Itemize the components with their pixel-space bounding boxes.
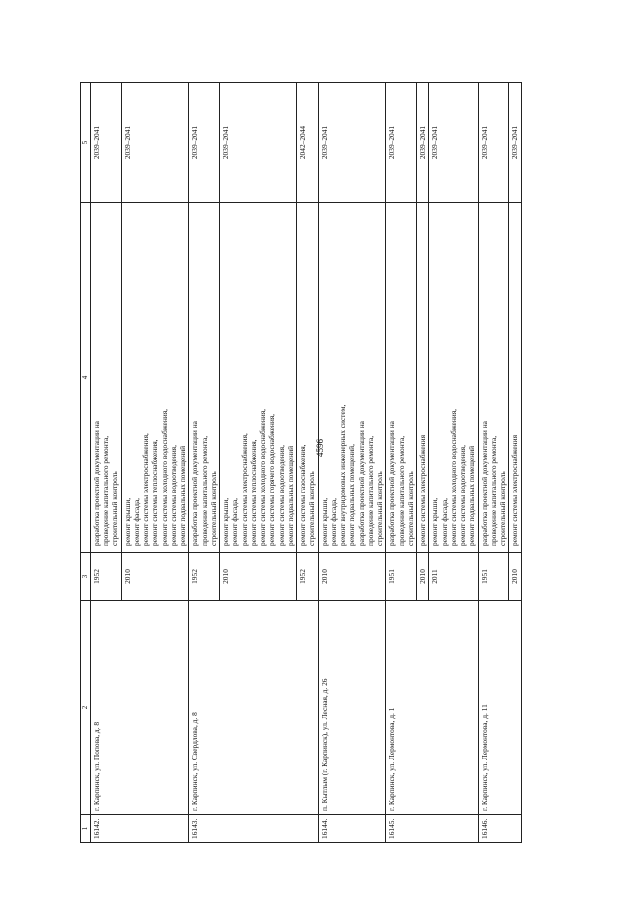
work-item: ремонт крыши, bbox=[122, 497, 132, 546]
address-cell: г. Карпинск, ул. Лермонтова, д. 11 bbox=[478, 601, 521, 815]
work-item: разработка проектной документации на bbox=[356, 421, 366, 546]
work-item: ремонт системы электроснабжения, bbox=[239, 433, 249, 546]
year-cell: 2010 bbox=[220, 553, 297, 601]
table-row bbox=[386, 83, 417, 843]
work-item: ремонт подвальных помещений bbox=[285, 445, 295, 546]
year-cell: 2010 bbox=[417, 553, 429, 601]
work-item: ремонт фасада, bbox=[328, 498, 338, 546]
work-item: ремонт фасада, bbox=[439, 498, 449, 546]
works-cell bbox=[478, 203, 509, 553]
year-cell: 1951 bbox=[478, 553, 509, 601]
work-item: ремонт системы холодного водоснабжения, bbox=[258, 409, 267, 546]
period-cell: 2042–2044 bbox=[297, 83, 319, 203]
work-item: ремонт крыши, bbox=[221, 497, 230, 546]
works-cell bbox=[220, 203, 297, 553]
row-number: 16143. bbox=[189, 815, 318, 843]
period-cell: 2039–2041 bbox=[509, 83, 521, 203]
work-item: ремонт внутридомовых инженерных систем, bbox=[338, 404, 347, 546]
table-row bbox=[478, 83, 509, 843]
column-header: 4 bbox=[81, 203, 91, 553]
year-cell: 2010 bbox=[121, 553, 189, 601]
work-item: ремонт системы электроснабжения, bbox=[141, 433, 150, 546]
table-body bbox=[90, 83, 521, 843]
year-cell: 1952 bbox=[189, 553, 220, 601]
row-number: 16146. bbox=[478, 815, 521, 843]
row-number: 16145. bbox=[386, 815, 478, 843]
work-item: проведение капитального ремонта, bbox=[365, 435, 375, 546]
works-cell bbox=[509, 203, 521, 553]
work-item: ремонт крыши, bbox=[319, 497, 329, 546]
work-item: проведение капитального ремонта, bbox=[488, 435, 498, 546]
period-cell: 2039–2041 bbox=[220, 83, 297, 203]
table-row bbox=[90, 83, 121, 843]
page-number: 4596 bbox=[315, 439, 325, 457]
works-cell bbox=[318, 203, 386, 553]
year-cell: 1951 bbox=[386, 553, 417, 601]
period-cell: 2039–2041 bbox=[121, 83, 189, 203]
work-item: ремонт системы холодного водоснабжения, bbox=[159, 409, 169, 546]
work-item: строительный контроль bbox=[498, 471, 507, 546]
works-cell bbox=[429, 203, 478, 553]
works-cell bbox=[121, 203, 189, 553]
work-item: ремонт подвальных помещений, bbox=[347, 444, 357, 546]
period-cell: 2039–2041 bbox=[318, 83, 386, 203]
address-cell: г. Карпинск, ул. Попова, д. 8 bbox=[90, 601, 189, 815]
period-cell: 2039–2041 bbox=[90, 83, 121, 203]
work-item: ремонт системы водоотведения, bbox=[168, 445, 178, 546]
work-item: ремонт системы теплоснабжения, bbox=[248, 439, 258, 546]
column-number-row bbox=[81, 83, 91, 843]
work-item: ремонт подвальных помещений bbox=[178, 445, 187, 546]
work-item: ремонт системы газоснабжения, bbox=[298, 444, 307, 546]
works-cell bbox=[297, 203, 319, 553]
column-header: 2 bbox=[81, 601, 91, 815]
work-item: ремонт системы горячего водоснабжения, bbox=[267, 413, 277, 546]
work-item: строительный контроль bbox=[307, 471, 317, 546]
work-item: ремонт фасада, bbox=[131, 498, 141, 546]
work-item: строительный контроль bbox=[375, 471, 384, 546]
work-item: строительный контроль bbox=[405, 471, 415, 546]
work-item: разработка проектной документации на bbox=[91, 421, 101, 546]
table-row bbox=[189, 83, 220, 843]
year-cell: 1952 bbox=[297, 553, 319, 601]
work-item: ремонт подвальных помещений bbox=[467, 445, 477, 546]
row-number: 16142. bbox=[90, 815, 189, 843]
period-cell: 2039–2041 bbox=[478, 83, 509, 203]
rotated-table-container bbox=[80, 83, 600, 843]
year-cell: 2010 bbox=[509, 553, 521, 601]
table-row bbox=[318, 83, 386, 843]
works-cell bbox=[189, 203, 220, 553]
address-cell: г. Карпинск, ул. Лермонтова, д. 1 bbox=[386, 601, 478, 815]
row-number: 16144. bbox=[318, 815, 386, 843]
work-item: разработка проектной документации на bbox=[190, 421, 200, 546]
repair-schedule-table bbox=[80, 82, 522, 843]
address-cell: г. Карпинск, ул. Свердлова, д. 8 bbox=[189, 601, 318, 815]
work-item: ремонт системы холодного водоснабжения, bbox=[448, 409, 458, 546]
work-item: разработка проектной документации на bbox=[479, 421, 489, 546]
work-item: проведение капитального ремонта, bbox=[101, 435, 110, 546]
works-cell bbox=[417, 203, 429, 553]
work-item: ремонт системы водоотведения, bbox=[458, 445, 467, 546]
work-item: ремонт системы электроснабжения bbox=[418, 435, 427, 546]
column-header: 1 bbox=[81, 815, 91, 843]
works-cell bbox=[90, 203, 121, 553]
column-header: 5 bbox=[81, 83, 91, 203]
period-cell: 2039–2041 bbox=[417, 83, 429, 203]
period-cell: 2039–2041 bbox=[386, 83, 417, 203]
work-item: проведение капитального ремонта, bbox=[199, 435, 209, 546]
year-cell: 2011 bbox=[429, 553, 478, 601]
work-item: ремонт крыши, bbox=[430, 497, 440, 546]
work-item: разработка проектной документации на bbox=[387, 421, 397, 546]
work-item: ремонт системы теплоснабжения, bbox=[150, 439, 160, 546]
work-item: строительный контроль bbox=[208, 471, 218, 546]
work-item: строительный контроль bbox=[110, 471, 120, 546]
address-cell: п. Кытлым (г. Карпинск), ул. Лесная, д. 26 bbox=[318, 601, 386, 815]
work-item: проведение капитального ремонта, bbox=[396, 435, 406, 546]
year-cell: 2010 bbox=[318, 553, 386, 601]
column-header: 3 bbox=[81, 553, 91, 601]
period-cell: 2039–2041 bbox=[189, 83, 220, 203]
year-cell: 1952 bbox=[90, 553, 121, 601]
period-cell: 2039–2041 bbox=[429, 83, 478, 203]
work-item: ремонт системы водоотведения, bbox=[276, 445, 286, 546]
works-cell bbox=[386, 203, 417, 553]
work-item: ремонт фасада, bbox=[230, 498, 240, 546]
work-item: ремонт системы электроснабжения bbox=[510, 435, 520, 546]
